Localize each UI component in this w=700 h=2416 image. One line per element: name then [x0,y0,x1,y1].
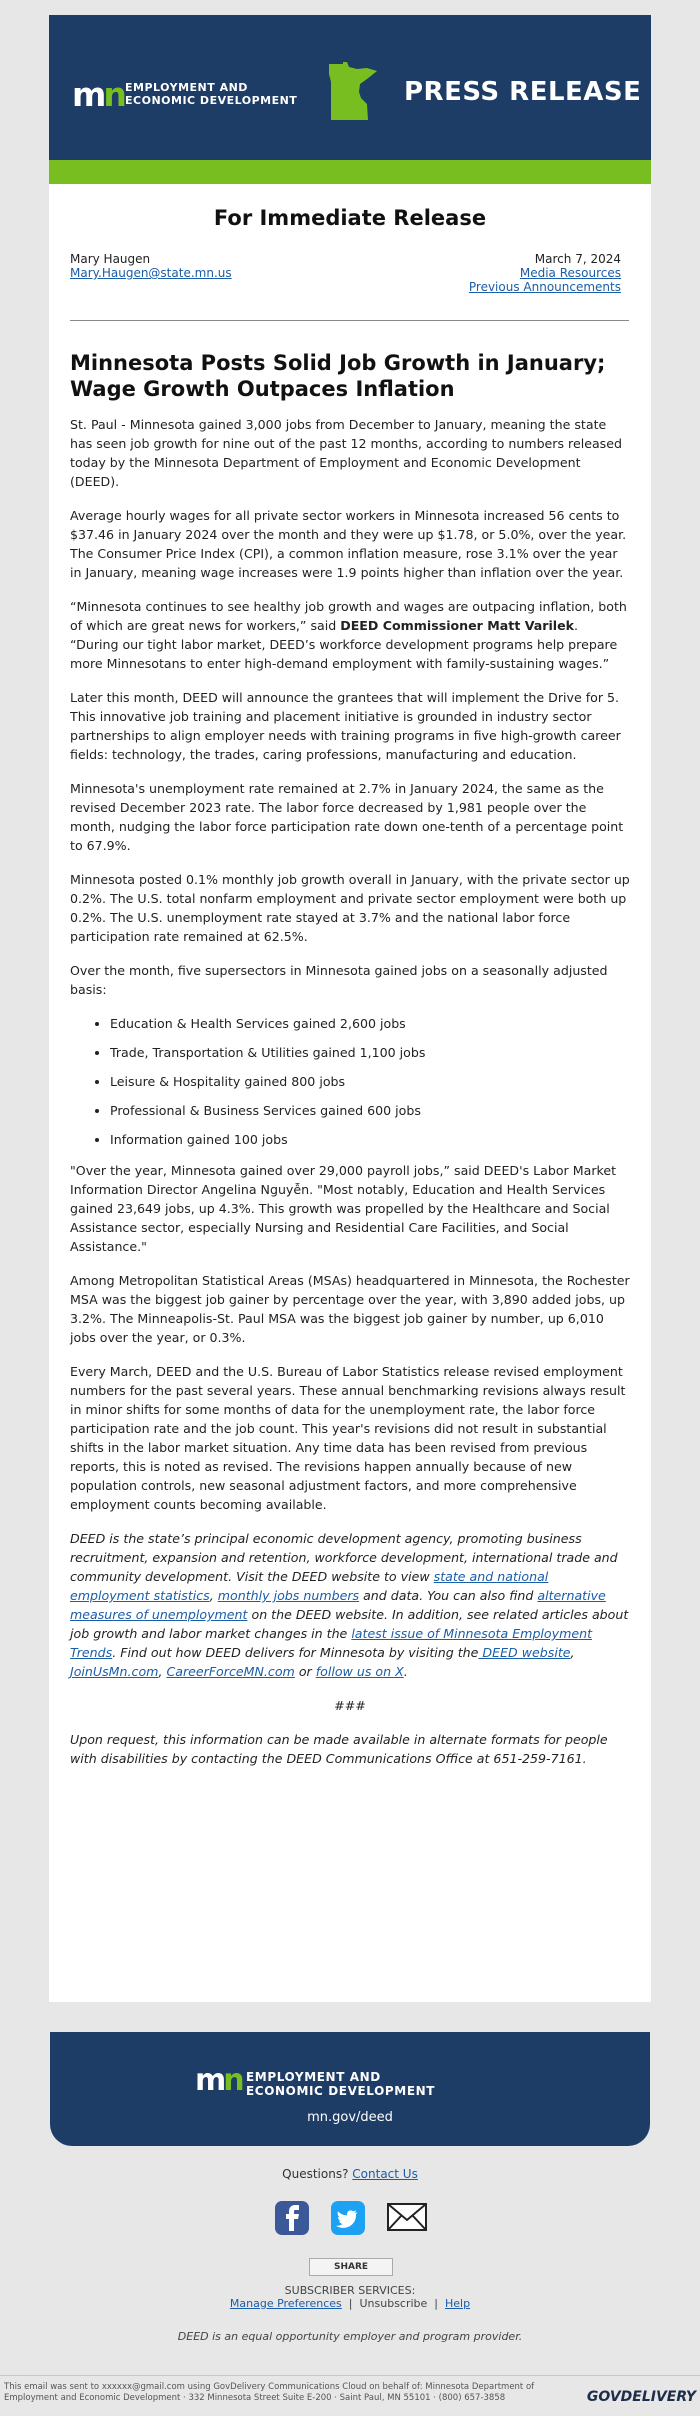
list-item: • Leisure & Hospitality gained 800 jobs [110,1072,630,1091]
paragraph: Over the month, five supersectors in Minnesota gained jobs on a seasonally adjusted basis: [70,963,608,997]
contact-email-link[interactable]: Mary.Haugen@state.mn.us [70,266,232,280]
social-icons [273,2198,433,2238]
press-release-card [49,15,651,2002]
subscriber-services [0,2284,700,2310]
immediate-release-heading: For Immediate Release [213,206,487,230]
supersector-list [70,1014,630,1149]
footer-banner [50,2032,650,2146]
list-item: • Professional & Business Services gained 600 jobs [110,1101,630,1120]
media-resources-link[interactable]: Media Resources [519,266,621,280]
footer-mn-logo: mn [195,2063,242,2098]
org-line-1: EMPLOYMENT AND [125,81,248,94]
media-contact [70,252,232,280]
quote-text: . “During our tight labor market, DEED’s workforce development programs help prepare more Minnesotans to enter high-demand employment with family-sustaining wages.” [70,618,618,671]
deed-website-link[interactable]: DEED website [478,1645,571,1660]
paragraph: St. Paul - Minnesota gained 3,000 jobs from December to January, meaning the state has seen job growth for nine out of the past 12 months, according to numbers released today by the Minnesota Department of Employment and Economic Development (DEED). [70,417,622,489]
contact-us-link[interactable]: Contact Us [352,2167,418,2181]
contact-name: Mary Haugen [70,252,151,266]
footer-org-line-1: EMPLOYMENT AND [246,2070,381,2084]
release-meta [469,252,621,294]
about-deed [70,1529,630,1681]
green-accent-bar [49,160,651,184]
help-link[interactable]: Help [445,2297,471,2310]
about-text: DEED is the state’s principal economic development agency, promoting business recruitment, expansion and retention, workforce development, international trade and community development. Visit the DEED website to view [70,1531,618,1584]
article-headline: Minnesota Posts Solid Job Growth in January; Wage Growth Outpaces Inflation [70,351,606,401]
eeo-statement: DEED is an equal opportunity employer and program provider. [177,2330,523,2343]
end-marker: ### [334,1698,366,1713]
press-release-title: PRESS RELEASE [404,77,642,107]
paragraph: "Over the year, Minnesota gained over 29,000 payroll jobs,” said DEED's Labor Market Information Director Angelina Nguyễn. "Most notably, Education and Health Services gained 23,649 jobs, up 4.3%. This growth was propelled by the Healthcare and Social Assistance sector, especially Nursing and Residential Care Facilities, and Social Assistance." [70,1163,617,1254]
minnesota-state-icon [327,62,379,120]
about-text: . [403,1664,408,1679]
questions-label: Questions? [282,2167,349,2181]
subscriber-services-label: SUBSCRIBER SERVICES: [284,2284,416,2297]
previous-announcements-link[interactable]: Previous Announcements [468,280,621,294]
email-icon[interactable] [388,2204,426,2230]
org-name [125,81,297,107]
follow-on-x-link[interactable]: follow us on X [315,1664,404,1679]
list-item: • Trade, Transportation & Utilities gained 1,100 jobs [110,1043,630,1062]
footer-divider [0,2375,700,2376]
paragraph: Minnesota posted 0.1% monthly job growth overall in January, with the private sector up 0.2%. The U.S. total nonfarm employment and private sector employment were both up 0.2%. The U.S. unemployment rate stayed at 3.7% and the national labor force participation rate remained at 62.5%. [70,872,630,944]
about-text: , [209,1588,218,1603]
share-label: SHARE [333,2262,369,2272]
facebook-icon[interactable] [275,2201,309,2235]
footer-org-name [246,2070,435,2098]
paragraph: Average hourly wages for all private sector workers in Minnesota increased 56 cents to $37.46 in January 2024 over the month and they were up $1.78, or 5.0%, over the year. The Consumer Price Index (CPI), a common inflation measure, rose 3.1% over the year in January, meaning wage increases were 1.9 points higher than inflation over the year. [70,508,627,580]
org-line-2: ECONOMIC DEVELOPMENT [125,94,298,107]
separator: | [430,2297,442,2310]
careerforce-link[interactable]: CareerForceMN.com [166,1664,295,1679]
about-text: , [158,1664,167,1679]
about-text: or [294,1664,316,1679]
twitter-icon[interactable] [331,2201,365,2235]
quote-paragraph [70,597,630,673]
manage-preferences-link[interactable]: Manage Preferences [229,2297,342,2310]
paragraph: Every March, DEED and the U.S. Bureau of Labor Statistics release revised employment numbers for the past several years. These annual benchmarking revisions always result in minor shifts for some months of data for the unemployment rate, the labor force participation rate and the job count. This year's revisions did not result in substantial shifts in the labor market situation. Any time data has been revised from previous reports, this is noted as revised. The revisions happen annually because of new population controls, new seasonal adjustment factors, and more comprehensive employment counts becoming available. [70,1364,626,1512]
alternative-measures-link[interactable]: alternative measures of unemployment [70,1588,606,1622]
footer-url[interactable]: mn.gov/deed [307,2110,393,2125]
paragraph: Among Metropolitan Statistical Areas (MSAs) headquartered in Minnesota, the Rochester MSA was the biggest job gainer by percentage over the year, with 3,890 added jobs, up 3.2%. The Minneapolis-St. Paul MSA was the biggest job gainer by number, up 6,010 jobs over the year, or 0.3%. [70,1273,630,1345]
unsubscribe-link[interactable]: Unsubscribe [359,2297,428,2310]
paragraph: Later this month, DEED will announce the grantees that will implement the Drive for 5. This innovative job training and placement initiative is grounded in industry sector partnerships to align employer needs with training programs in five high-growth career fields: technology, the trades, caring professions, manufacturing and education. [70,690,621,762]
mn-logo: mn [72,75,124,114]
share-button[interactable] [309,2258,393,2276]
paragraph: Minnesota's unemployment rate remained at 2.7% in January 2024, the same as the revised December 2023 rate. The labor force decreased by 1,981 people over the month, nudging the labor force participation rate down one-tenth of a percentage point to 67.9%. [70,781,624,853]
commissioner-name: DEED Commissioner Matt Varilek [340,618,575,633]
accessibility-note: Upon request, this information can be made available in alternate formats for people with disabilities by contacting the DEED Communications Office at 651-259-7161. [70,1732,608,1766]
about-text: , [570,1645,575,1660]
about-text: on the DEED website. In addition, see related articles about job growth and labor market changes in the [70,1607,629,1641]
separator: | [345,2297,356,2310]
govdelivery-logo[interactable]: GOVDELIVERY [586,2389,696,2405]
questions-line [0,2167,700,2181]
fine-print: This email was sent to xxxxxx@gmail.com using GovDelivery Communications Cloud on behalf of: Minnesota Department of Employment and Economic Development · 332 Minnesota Street Suite E-200 · Saint Paul, MN 55101 · (800) 657-3858 [4,2382,535,2403]
divider [70,320,629,321]
employment-statistics-link[interactable]: state and national employment statistics [70,1569,549,1603]
header-banner [49,15,651,160]
joinusmn-link[interactable]: JoinUsMn.com [70,1664,159,1679]
quote-text: “Minnesota continues to see healthy job growth and wages are outpacing inflation, both of which are great news for workers,” said [70,599,627,633]
list-item: • Information gained 100 jobs [110,1130,630,1149]
article-body [70,415,630,1783]
release-date: March 7, 2024 [534,252,621,266]
about-text: and data. You can also find [359,1588,538,1603]
list-item: • Education & Health Services gained 2,600 jobs [110,1014,630,1033]
employment-trends-link[interactable]: latest issue of Minnesota Employment Trends [70,1626,593,1660]
about-text: . Find out how DEED delivers for Minnesota by visiting the [112,1645,479,1660]
monthly-jobs-link[interactable]: monthly jobs numbers [217,1588,360,1603]
footer-org-line-2: ECONOMIC DEVELOPMENT [246,2084,436,2098]
